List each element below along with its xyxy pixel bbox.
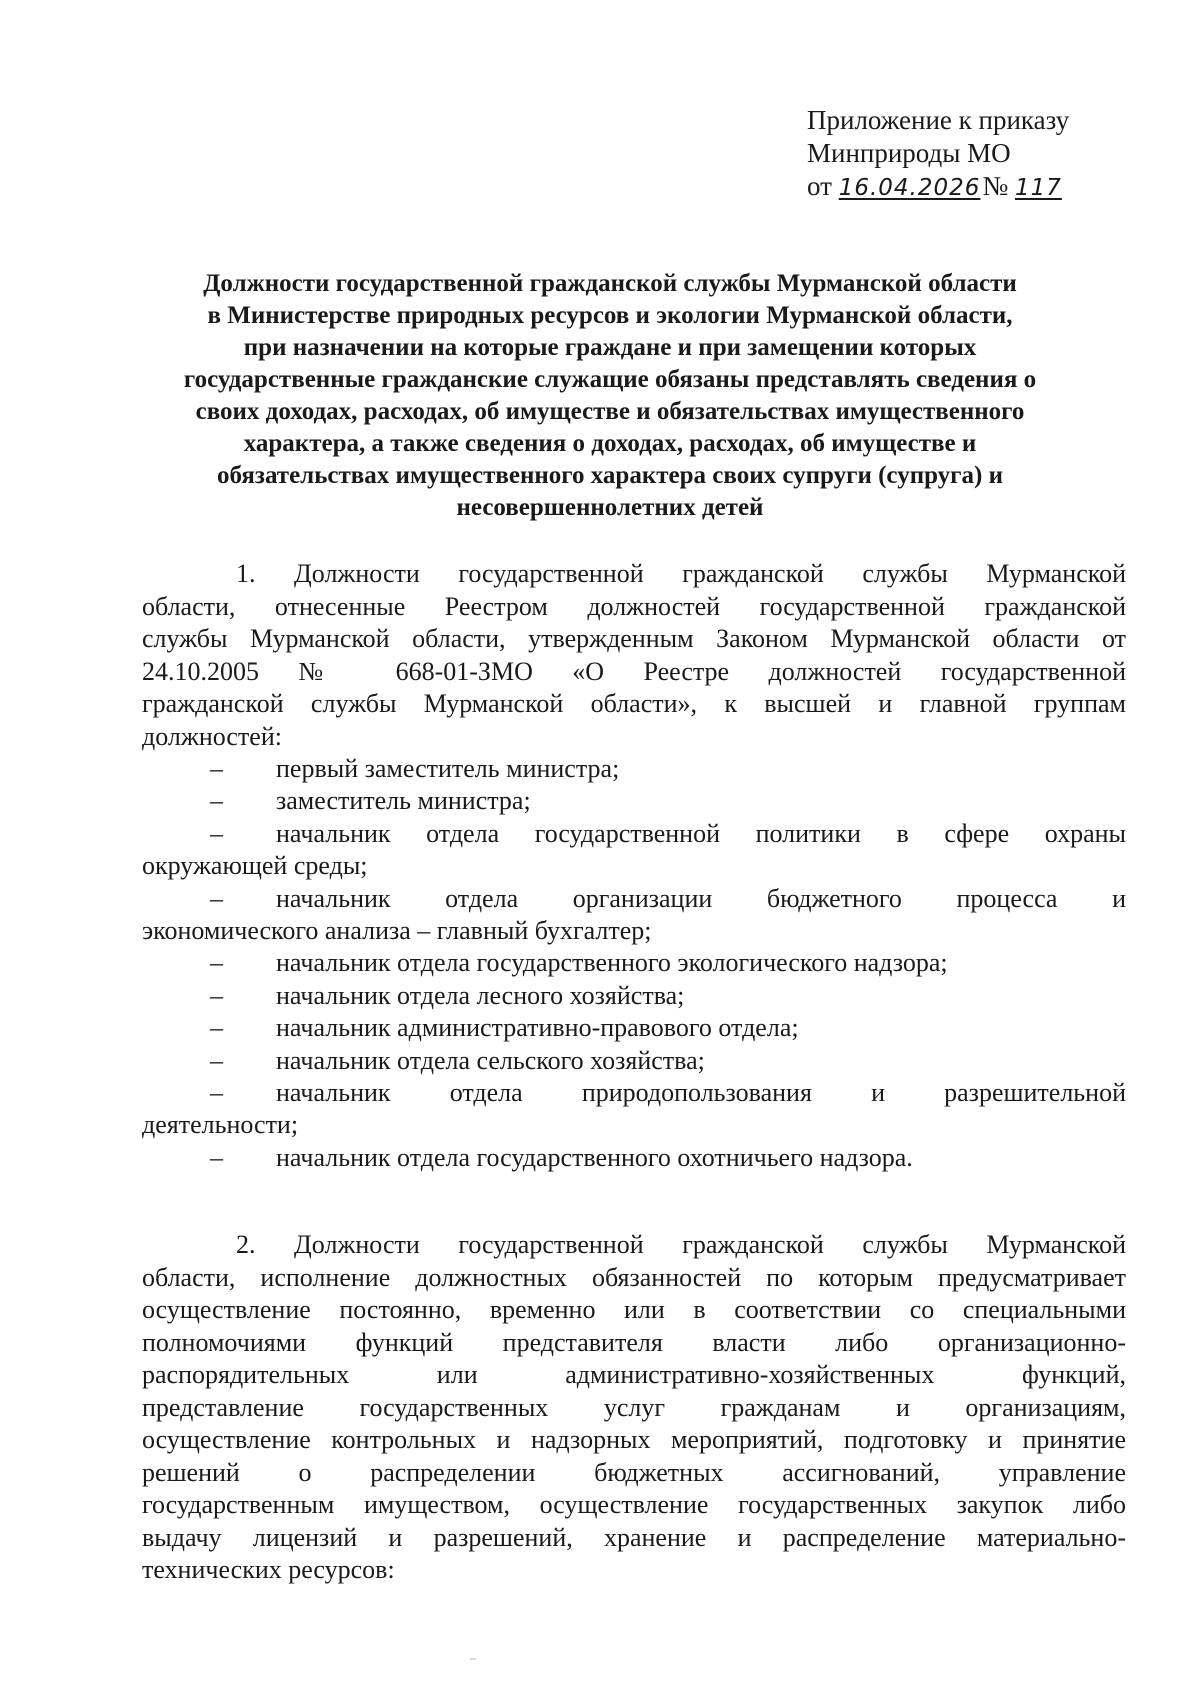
list-item-continuation: окружающей среды; <box>142 851 368 881</box>
list-item <box>142 785 1126 817</box>
paragraph-line: полномочиями функций представителя власти либо организационно- <box>142 1327 1126 1357</box>
paragraph-line: технических ресурсов: <box>142 1555 395 1584</box>
dash-marker: – <box>210 980 223 1010</box>
paragraph-line: 1. Должности государственной гражданской службы Мурманской <box>236 559 1126 588</box>
order-date: 16.04.2026 <box>838 175 981 201</box>
title-line: обязательствах имущественного характера своих супруги (супруга) и <box>217 462 1003 489</box>
dash-marker: – <box>210 786 223 816</box>
title-line: характера, а также сведения о доходах, расходах, об имуществе и <box>243 430 977 457</box>
paragraph-line: распорядительных или административно-хозяйственных функций, <box>142 1360 1126 1389</box>
paragraph-line: области, исполнение должностных обязанностей по которым предусматривает <box>142 1262 1126 1292</box>
document-title <box>130 268 1090 524</box>
dash-marker: – <box>210 754 223 783</box>
title-line: государственные гражданские служащие обязаны представлять сведения о <box>183 366 1037 393</box>
list-item-text: заместитель министра; <box>276 786 531 816</box>
title-line: своих доходах, расходах, об имуществе и обязательствах имущественного <box>195 398 1025 425</box>
list-item <box>142 1045 1126 1077</box>
title-line: несовершеннолетних детей <box>456 494 764 521</box>
appendix-line-1: Приложение к приказу <box>807 105 1070 135</box>
paragraph-line: 2. Должности государственной гражданской службы Мурманской <box>236 1230 1126 1259</box>
list-item <box>142 818 1126 883</box>
paragraph-line: гражданской службы Мурманской области», к высшей и главной группам <box>142 689 1126 718</box>
appendix-line-2: Минприроды МО <box>807 138 1011 168</box>
paragraph-line: 24.10.2005 № 668-01-ЗМО «О Реестре должностей государственной <box>142 656 1126 686</box>
list-item <box>142 980 1126 1012</box>
appendix-header <box>807 104 1105 205</box>
appendix-line-3 <box>807 170 1105 205</box>
section-1-paragraph <box>142 558 1126 753</box>
paragraph-line: службы Мурманской области, утвержденным Законом Мурманской области от <box>142 624 1126 653</box>
paragraph-line: должностей: <box>142 721 282 751</box>
paragraph-line: государственным имуществом, осуществление государственных закупок либо <box>142 1490 1126 1519</box>
dash-marker: – <box>210 818 223 848</box>
appendix-prefix: от <box>807 171 832 201</box>
dash-marker: – <box>210 1013 223 1043</box>
paragraph-line: представление государственных услуг гражданам и организациям, <box>142 1392 1126 1422</box>
list-item-text: начальник отдела лесного хозяйства; <box>276 980 685 1010</box>
list-item-continuation: экономического анализа – главный бухгалтер; <box>142 916 652 946</box>
list-item-text: начальник административно-правового отдела; <box>276 1013 799 1043</box>
list-item <box>142 883 1126 948</box>
dash-marker: – <box>210 1142 223 1172</box>
list-item <box>142 947 1126 979</box>
paragraph-line: решений о распределении бюджетных ассигнований, управление <box>142 1457 1126 1487</box>
title-line: в Министерстве природных ресурсов и экологии Мурманской области, <box>207 302 1013 329</box>
paragraph-line: осуществление контрольных и надзорных мероприятий, подготовку и принятие <box>142 1425 1126 1454</box>
positions-list <box>142 753 1126 1174</box>
list-item-continuation: деятельности; <box>142 1110 299 1140</box>
list-item-text: начальник отдела природопользования и разрешительной <box>276 1078 1126 1108</box>
dash-marker: – <box>210 1078 223 1108</box>
paragraph-line: выдачу лицензий и разрешений, хранение и распределение материально- <box>142 1522 1126 1552</box>
order-number-label: № <box>982 171 1009 201</box>
title-line: при назначении на которые граждане и при замещении которых <box>243 334 977 361</box>
scan-artifact <box>470 1658 476 1660</box>
paragraph-line: осуществление постоянно, временно или в соответствии со специальными <box>142 1295 1126 1324</box>
list-item-text: начальник отдела организации бюджетного процесса и <box>276 883 1126 913</box>
list-item <box>142 1077 1126 1142</box>
list-item <box>142 1142 1126 1174</box>
list-item-text: первый заместитель министра; <box>276 754 620 783</box>
title-line: Должности государственной гражданской службы Мурманской области <box>203 270 1017 297</box>
dash-marker: – <box>210 948 223 978</box>
section-2-paragraph <box>142 1229 1126 1587</box>
list-item-text: начальник отдела государственного охотничьего надзора. <box>276 1142 913 1172</box>
list-item <box>142 753 1126 785</box>
dash-marker: – <box>210 1045 223 1075</box>
order-number: 117 <box>1014 175 1062 201</box>
dash-marker: – <box>210 883 223 913</box>
paragraph-line: области, отнесенные Реестром должностей государственной гражданской <box>142 591 1126 621</box>
list-item-text: начальник отдела государственного экологического надзора; <box>276 948 948 978</box>
list-item <box>142 1012 1126 1044</box>
list-item-text: начальник отдела государственной политики в сфере охраны <box>276 818 1126 848</box>
list-item-text: начальник отдела сельского хозяйства; <box>276 1045 705 1075</box>
